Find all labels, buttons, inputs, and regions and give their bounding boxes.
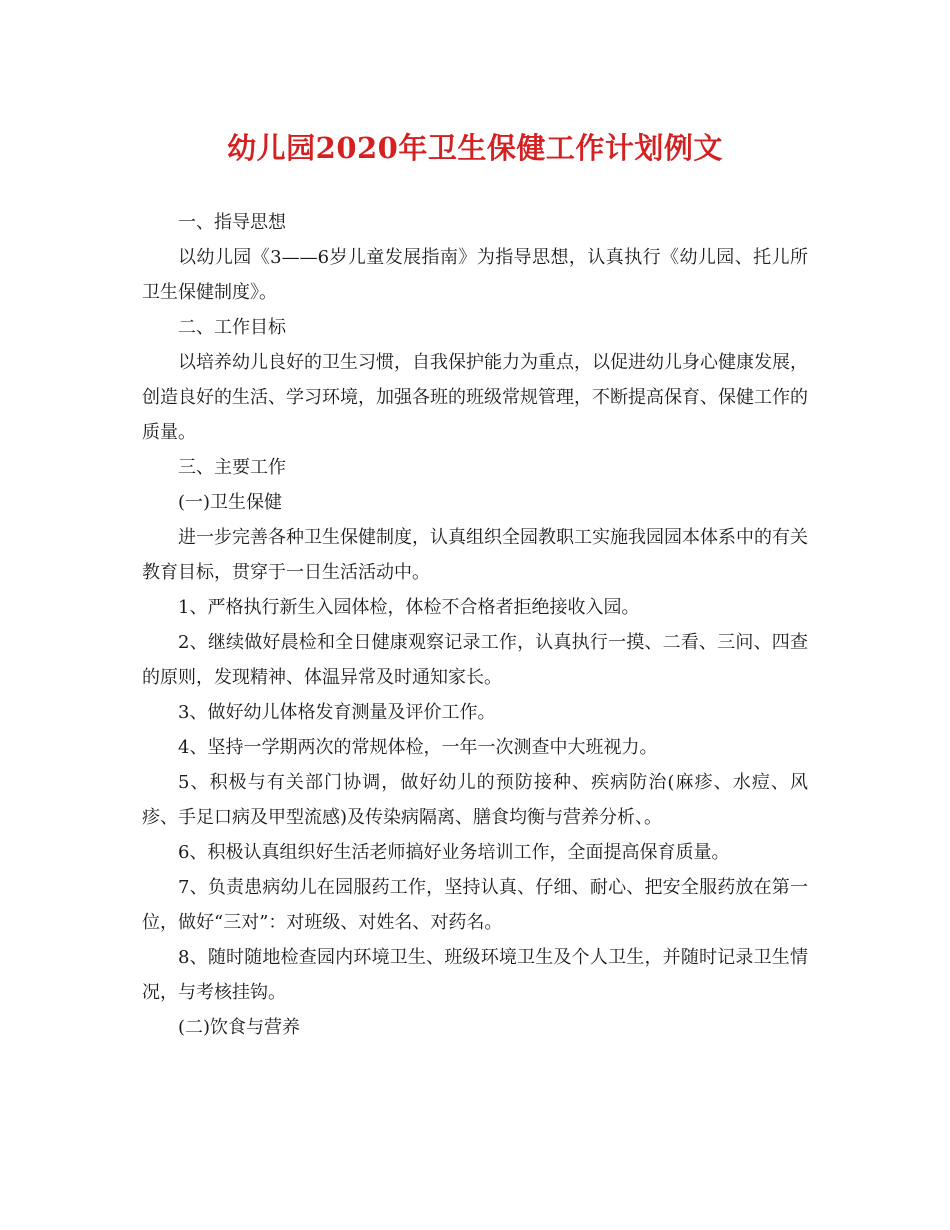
list-item: 2、继续做好晨检和全日健康观察记录工作，认真执行一摸、二看、三问、四查的原则，发现精神、体温异常及时通知家长。	[142, 632, 808, 688]
list-item: 5、积极与有关部门协调，做好幼儿的预防接种、疾病防治(麻疹、水痘、风疹、手足口病及甲型流感)及传染病隔离、膳食均衡与营养分析、。	[142, 772, 808, 828]
list-item: 3、做好幼儿体格发育测量及评价工作。	[178, 702, 496, 723]
list-item: 7、负责患病幼儿在园服药工作，坚持认真、仔细、耐心、把安全服药放在第一位，做好“三对”：对班级、对姓名、对药名。	[142, 877, 808, 933]
section-heading-work-goals: 二、工作目标	[178, 317, 286, 338]
subsection-heading-health-care: (一)卫生保健	[178, 492, 283, 513]
subsection-heading-diet-nutrition: (二)饮食与营养	[178, 1017, 301, 1038]
list-item: 4、坚持一学期两次的常规体检，一年一次测查中大班视力。	[178, 737, 658, 758]
document-body	[142, 205, 808, 1045]
section-heading-guiding-ideology: 一、指导思想	[178, 212, 286, 233]
body-paragraph: 进一步完善各种卫生保健制度，认真组织全园教职工实施我园园本体系中的有关教育目标，贯穿于一日生活活动中。	[142, 527, 808, 583]
list-item: 8、随时随地检查园内环境卫生、班级环境卫生及个人卫生，并随时记录卫生情况，与考核挂钩。	[142, 947, 808, 1003]
section-heading-main-work: 三、主要工作	[178, 457, 286, 478]
list-item: 1、严格执行新生入园体检，体检不合格者拒绝接收入园。	[178, 597, 640, 618]
body-paragraph: 以幼儿园《3——6岁儿童发展指南》为指导思想，认真执行《幼儿园、托儿所卫生保健制度》。	[142, 247, 808, 303]
document-title: 幼儿园2020年卫生保健工作计划例文	[227, 131, 723, 165]
body-paragraph: 以培养幼儿良好的卫生习惯，自我保护能力为重点，以促进幼儿身心健康发展，创造良好的生活、学习环境，加强各班的班级常规管理，不断提高保育、保健工作的质量。	[142, 352, 808, 443]
list-item: 6、积极认真组织好生活老师搞好业务培训工作，全面提高保育质量。	[178, 842, 730, 863]
